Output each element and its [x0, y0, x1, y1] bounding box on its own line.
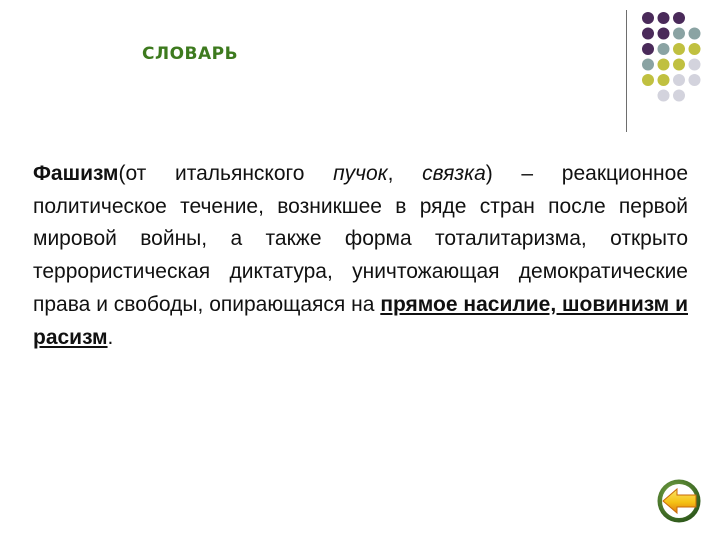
vertical-divider-line: [626, 10, 627, 132]
definition-body: – реакционное политическое течение, возникшее в ряде стран после первой мировой войны, а также форма тоталитаризма, открыто террористическая диктатура, уничтожающая демократические права и свободы, опирающаяся на: [33, 162, 689, 316]
definition-paren-open: (от итальянского: [118, 162, 334, 185]
decorative-dot: [658, 12, 670, 24]
decorative-dot: [642, 12, 654, 24]
decorative-dot: [689, 43, 701, 55]
decorative-dot: [673, 59, 685, 71]
decorative-dot: [658, 74, 670, 86]
decorative-dot: [673, 43, 685, 55]
etymology-comma: ,: [387, 162, 423, 185]
decorative-dot: [689, 59, 701, 71]
definition-end: .: [107, 325, 114, 349]
decorative-dot: [642, 28, 654, 40]
decorative-dot: [689, 28, 701, 40]
decorative-dot: [658, 28, 670, 40]
decorative-dot: [673, 12, 685, 24]
decorative-dot: [642, 74, 654, 86]
back-button[interactable]: [656, 478, 702, 524]
decorative-dot: [673, 90, 685, 102]
decorative-dot: [658, 43, 670, 55]
definition-term: Фашизм: [33, 162, 119, 185]
decorative-dot: [673, 74, 685, 86]
decorative-dot: [642, 43, 654, 55]
decorative-dot: [673, 28, 685, 40]
definition-paren-close: ): [485, 162, 493, 185]
decorative-dot: [642, 59, 654, 71]
decorative-dot: [689, 74, 701, 86]
decorative-dot: [658, 59, 670, 71]
etymology-word-2: связка: [422, 162, 486, 185]
decorative-dot: [658, 90, 670, 102]
etymology-word-1: пучок: [333, 162, 388, 185]
decorative-dot-grid: [640, 12, 720, 122]
definition-highlight: прямое насилие, шовинизм и расизм: [33, 292, 688, 349]
slide-title: СЛОВАРЬ: [142, 44, 239, 64]
back-arrow-icon: [656, 478, 702, 524]
definition-paragraph: [33, 158, 688, 354]
